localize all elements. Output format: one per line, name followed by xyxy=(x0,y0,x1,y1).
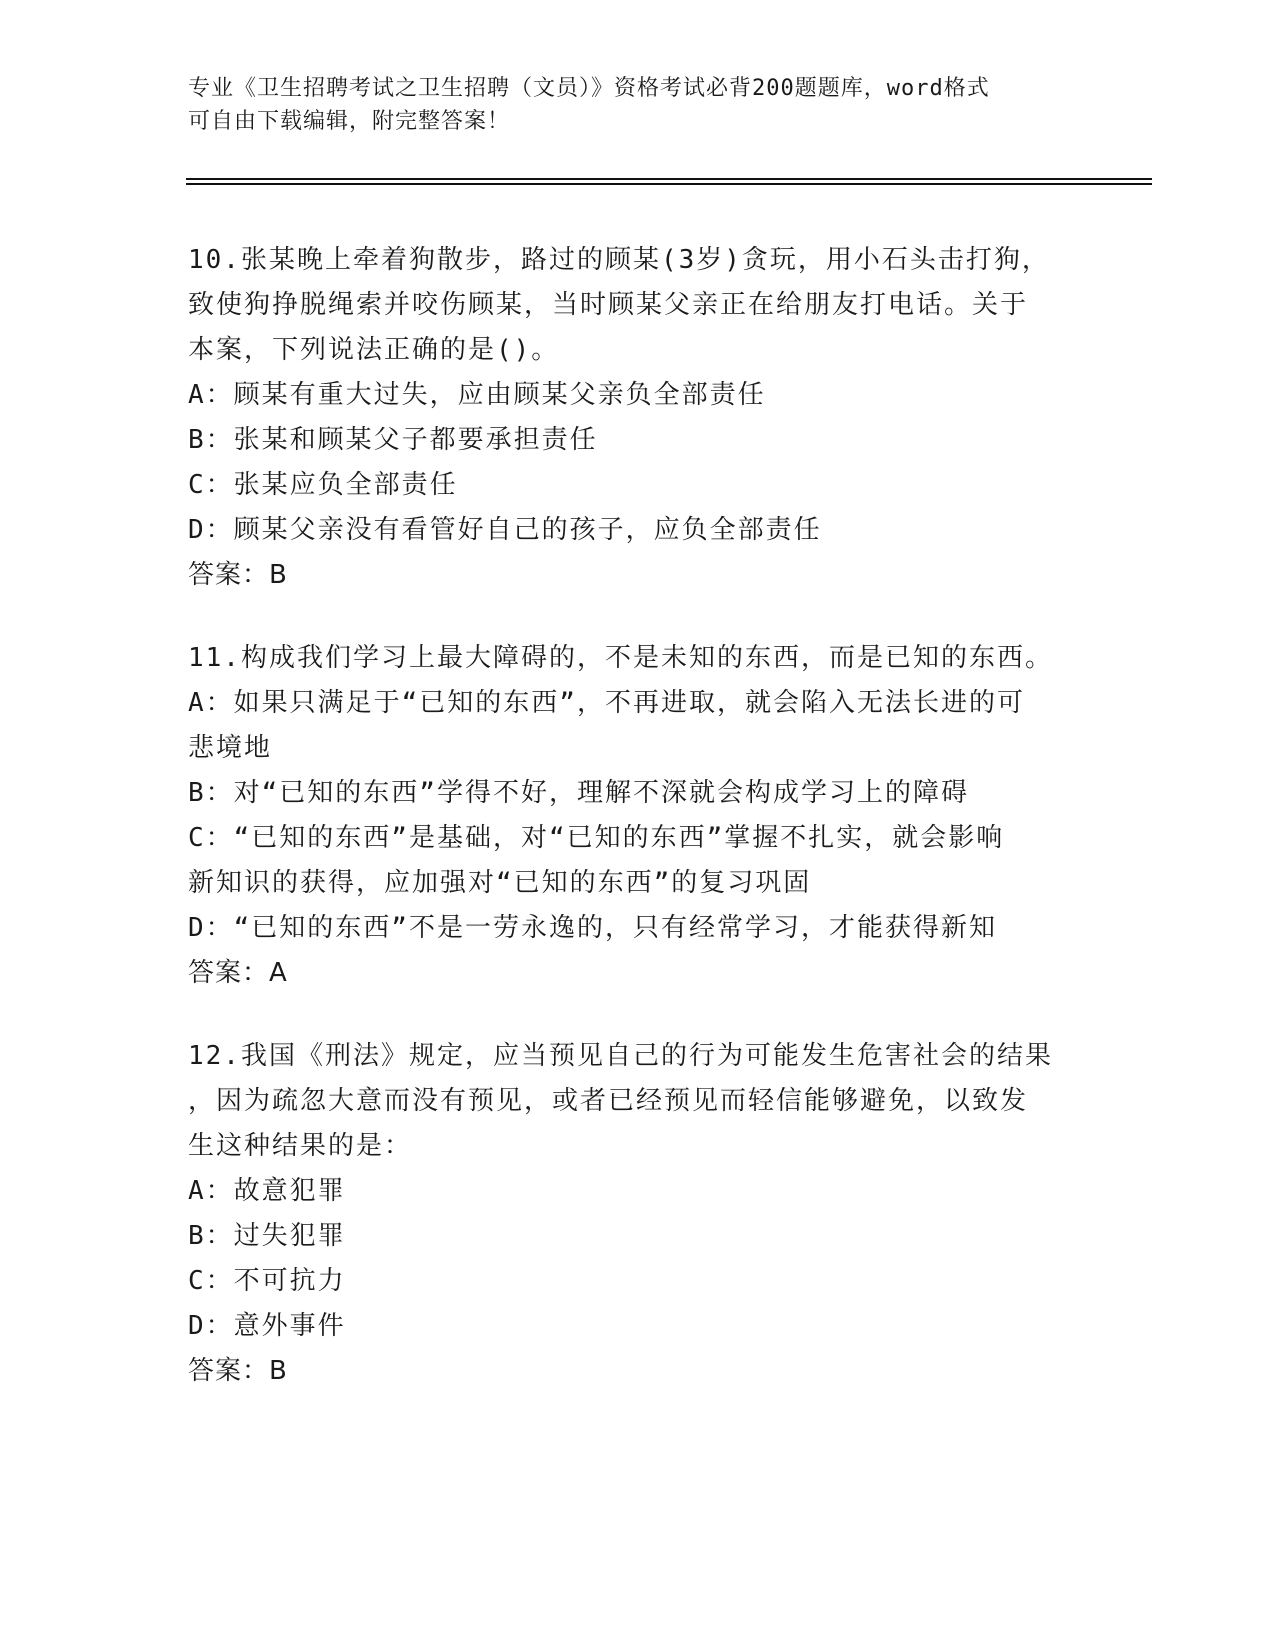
answer-option xyxy=(188,1169,1088,1214)
question-block xyxy=(188,238,1088,598)
answer-option-line: 悲境地 xyxy=(188,733,273,763)
question-stem xyxy=(188,238,1088,373)
answer-option xyxy=(188,1214,1088,1259)
answer-option xyxy=(188,463,1088,508)
answer-option xyxy=(188,1304,1088,1349)
question-stem-line: 本案，下列说法正确的是()。 xyxy=(188,335,560,365)
question-stem-line: 生这种结果的是： xyxy=(188,1131,413,1161)
question-list xyxy=(188,238,1088,1432)
answer-option-line: C：“已知的东西”是基础，对“已知的东西”掌握不扎实，就会影响 xyxy=(188,823,1005,853)
answer-option-line: 新知识的获得，应加强对“已知的东西”的复习巩固 xyxy=(188,868,812,898)
question-stem xyxy=(188,636,1088,681)
answer-option-line: A：如果只满足于“已知的东西”，不再进取，就会陷入无法长进的可 xyxy=(188,688,1025,718)
answer-option-line: C：张某应负全部责任 xyxy=(188,470,458,500)
answer-option-line: C：不可抗力 xyxy=(188,1266,346,1296)
answer-option xyxy=(188,816,1088,906)
question-stem-line: 致使狗挣脱绳索并咬伤顾某，当时顾某父亲正在给朋友打电话。关于 xyxy=(188,290,1029,320)
answer-option xyxy=(188,1259,1088,1304)
answer-key: 答案：A xyxy=(188,958,288,988)
answer-key: 答案：B xyxy=(188,1356,288,1386)
answer-option-line: A：故意犯罪 xyxy=(188,1176,346,1206)
header-line-1: 专业《卫生招聘考试之卫生招聘（文员）》资格考试必背200题题库，word格式 xyxy=(188,76,990,101)
answer-option xyxy=(188,508,1088,553)
answer-key: 答案：B xyxy=(188,560,288,590)
answer-option xyxy=(188,906,1088,951)
document-header xyxy=(188,72,1088,138)
answer-option-line: D：“已知的东西”不是一劳永逸的，只有经常学习，才能获得新知 xyxy=(188,913,997,943)
question-block xyxy=(188,636,1088,996)
answer-option-line: B：张某和顾某父子都要承担责任 xyxy=(188,425,598,455)
header-divider-top xyxy=(186,178,1152,180)
question-block xyxy=(188,1034,1088,1394)
question-stem xyxy=(188,1034,1088,1169)
answer-option-line: D：顾某父亲没有看管好自己的孩子，应负全部责任 xyxy=(188,515,822,545)
answer-option xyxy=(188,681,1088,771)
answer-option-line: B：对“已知的东西”学得不好，理解不深就会构成学习上的障碍 xyxy=(188,778,969,808)
answer-option xyxy=(188,771,1088,816)
answer-option-line: A：顾某有重大过失，应由顾某父亲负全部责任 xyxy=(188,380,766,410)
question-stem-line: 10.张某晚上牵着狗散步，路过的顾某(3岁)贪玩，用小石头击打狗， xyxy=(188,245,1050,275)
question-stem-line: ，因为疏忽大意而没有预见，或者已经预见而轻信能够避免，以致发 xyxy=(188,1086,1029,1116)
answer-option-line: B：过失犯罪 xyxy=(188,1221,346,1251)
answer-option-line: D：意外事件 xyxy=(188,1311,346,1341)
answer-option xyxy=(188,373,1088,418)
question-stem-line: 12.我国《刑法》规定，应当预见自己的行为可能发生危害社会的结果 xyxy=(188,1041,1053,1071)
header-line-2: 可自由下载编辑，附完整答案！ xyxy=(188,109,511,134)
header-divider-bottom xyxy=(186,183,1152,185)
question-stem-line: 11.构成我们学习上最大障碍的，不是未知的东西，而是已知的东西。 xyxy=(188,643,1053,673)
answer-option xyxy=(188,418,1088,463)
